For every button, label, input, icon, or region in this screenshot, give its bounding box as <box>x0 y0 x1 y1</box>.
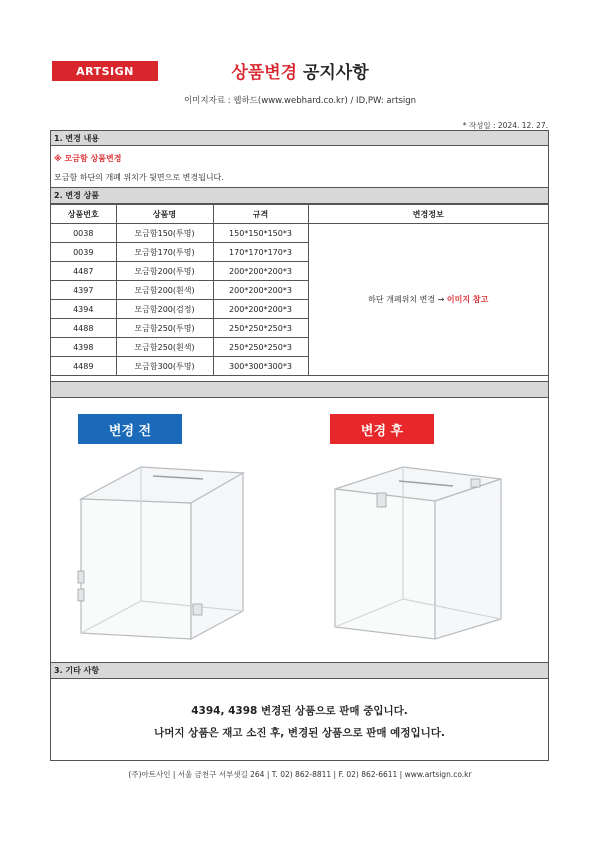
product-code: 4489 <box>51 357 116 376</box>
product-name: 모금함250(투명) <box>116 319 213 338</box>
product-name: 모금함200(흰색) <box>116 281 213 300</box>
before-label: 변경 전 <box>78 414 182 444</box>
product-code: 4398 <box>51 338 116 357</box>
page-title <box>0 58 600 83</box>
section1-heading: 1. 변경 내용 <box>51 130 548 146</box>
product-name: 모금함150(투명) <box>116 224 213 243</box>
product-table <box>51 204 548 376</box>
product-name: 모금함250(흰색) <box>116 338 213 357</box>
table-header-row <box>51 205 548 224</box>
column-header: 상품명 <box>116 205 213 224</box>
section2-heading: 2. 변경 상품 <box>51 187 548 204</box>
title-rest: 공지사항 <box>297 63 369 83</box>
notice-text: 모금함 하단의 개폐 위치가 뒷면으로 변경됩니다. <box>54 173 224 182</box>
column-header: 변경정보 <box>308 205 548 224</box>
before-box-image <box>73 461 253 646</box>
product-code: 4487 <box>51 262 116 281</box>
product-code: 0039 <box>51 243 116 262</box>
column-header: 상품번호 <box>51 205 116 224</box>
product-size: 250*250*250*3 <box>213 319 308 338</box>
etc-line-1: 4394, 4398 변경된 상품으로 판매 중입니다. <box>191 705 408 717</box>
change-info-highlight: 이미지 참고 <box>446 295 489 304</box>
product-code: 4397 <box>51 281 116 300</box>
product-size: 170*170*170*3 <box>213 243 308 262</box>
notice-title: ※ 모금함 상품변경 <box>54 154 122 163</box>
product-code: 4488 <box>51 319 116 338</box>
product-size: 200*200*200*3 <box>213 262 308 281</box>
table-row <box>51 224 548 243</box>
section3-heading: 3. 기타 사항 <box>51 662 548 679</box>
product-name: 모금함170(투명) <box>116 243 213 262</box>
product-code: 0038 <box>51 224 116 243</box>
title-highlight: 상품변경 <box>231 63 298 83</box>
subtitle: 이미지자료 : 웹하드(www.webhard.co.kr) / ID,PW: artsign <box>183 96 417 106</box>
after-label: 변경 후 <box>330 414 434 444</box>
spacer-bar <box>51 381 548 398</box>
product-size: 200*200*200*3 <box>213 281 308 300</box>
column-header: 규격 <box>213 205 308 224</box>
date: * 작성일 : 2024. 12. 27. <box>462 121 548 130</box>
artsign-logo: ARTSIGN <box>52 61 158 81</box>
after-box-image <box>331 459 516 644</box>
etc-line-2: 나머지 상품은 재고 소진 후, 변경된 상품으로 판매 예정입니다. <box>154 727 445 739</box>
product-size: 150*150*150*3 <box>213 224 308 243</box>
product-name: 모금함200(검정) <box>116 300 213 319</box>
notice-frame <box>50 130 549 761</box>
footer: (주)아트사인 | 서울 금천구 서부샛길 264 | T. 02) 862-8811 | F. 02) 862-6611 | www.artsign.co.kr <box>128 770 472 779</box>
product-size: 250*250*250*3 <box>213 338 308 357</box>
change-info-text: 하단 개폐위치 변경 → <box>368 295 447 304</box>
product-code: 4394 <box>51 300 116 319</box>
product-size: 200*200*200*3 <box>213 300 308 319</box>
product-name: 모금함300(투명) <box>116 357 213 376</box>
change-info <box>308 224 548 376</box>
product-size: 300*300*300*3 <box>213 357 308 376</box>
product-name: 모금함200(투명) <box>116 262 213 281</box>
